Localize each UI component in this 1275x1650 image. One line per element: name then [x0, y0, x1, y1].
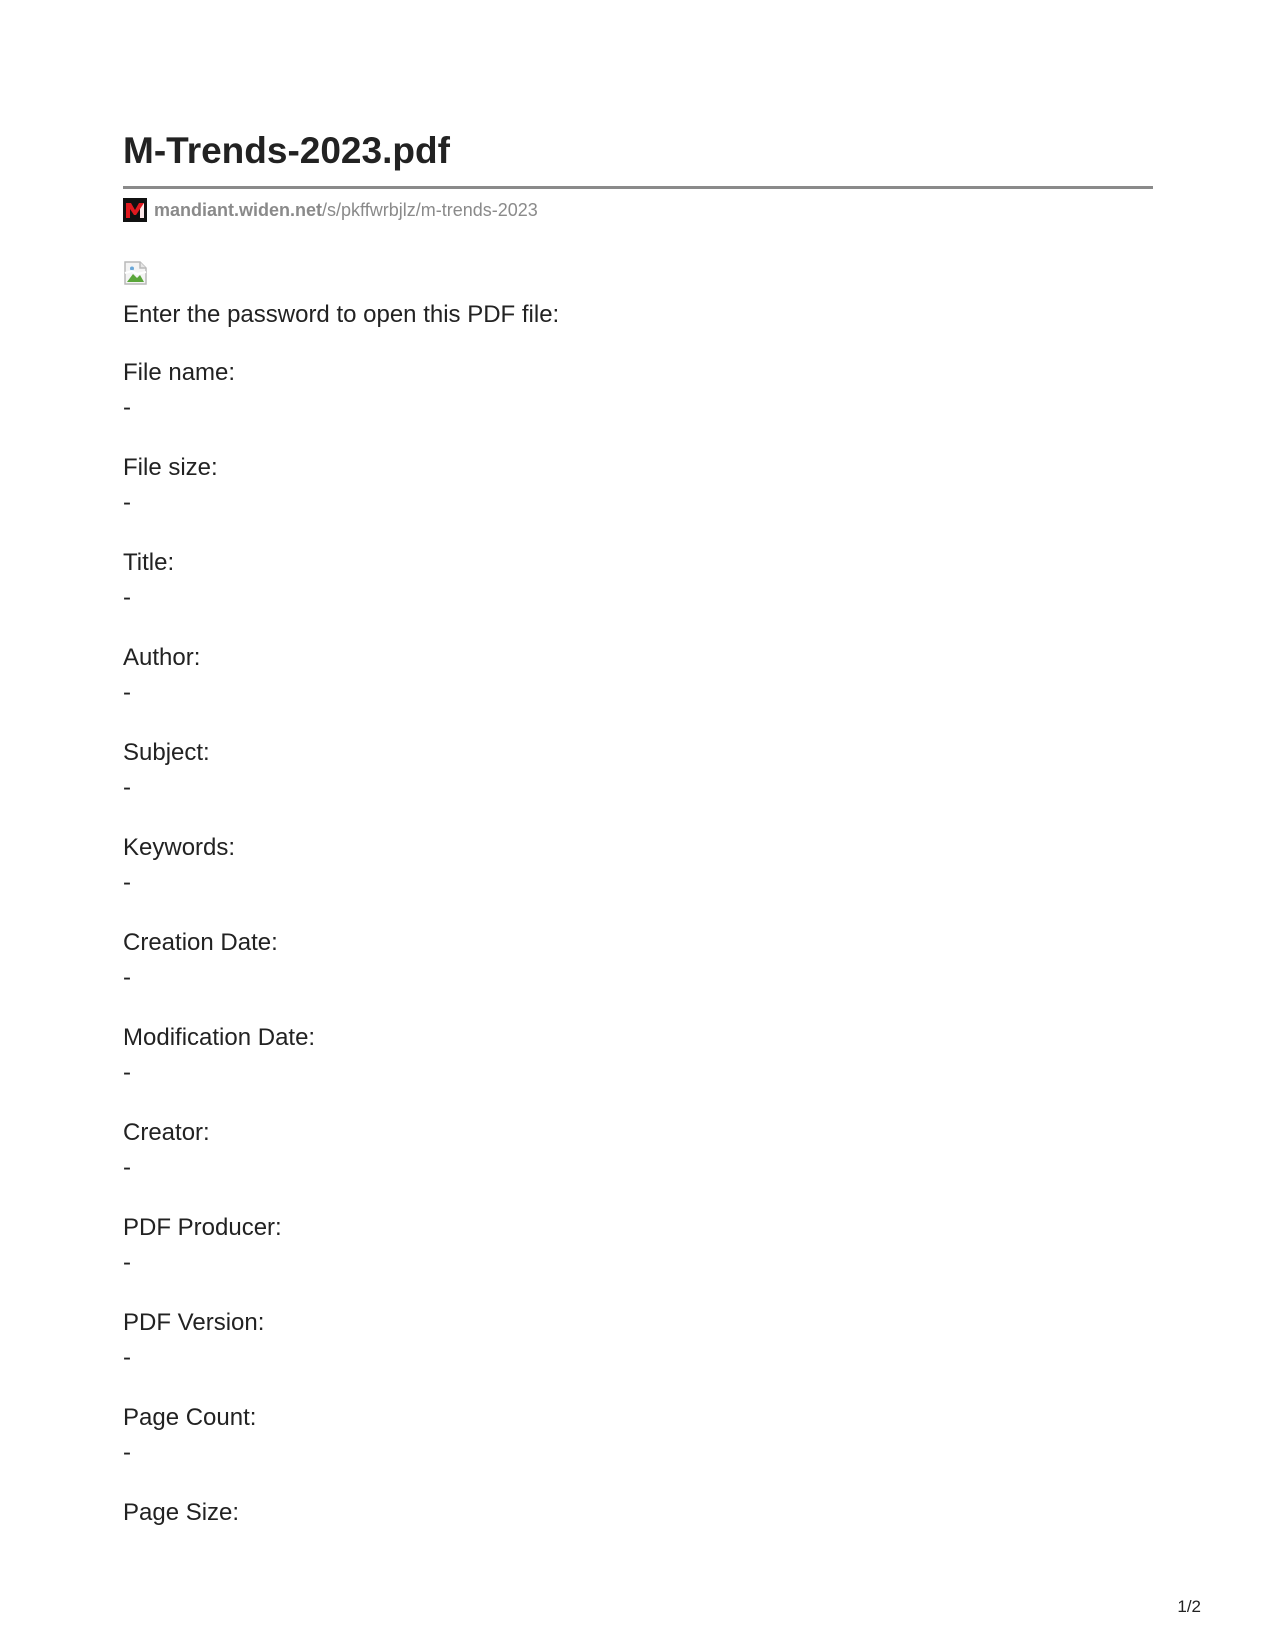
metadata-value: - [123, 489, 131, 516]
metadata-item [123, 643, 1153, 738]
metadata-item [123, 358, 1153, 453]
password-prompt: Enter the password to open this PDF file: [123, 301, 560, 328]
metadata-value: - [123, 1439, 131, 1466]
pdf-metadata-list [123, 358, 1153, 1593]
metadata-item [123, 738, 1153, 833]
source-path: /s/pkffwrbjlz/m-trends-2023 [322, 199, 538, 220]
metadata-label: PDF Version: [123, 1309, 265, 1336]
metadata-item [123, 1213, 1153, 1308]
metadata-label: Page Count: [123, 1404, 257, 1431]
metadata-label: Title: [123, 549, 175, 576]
page-number: 1/2 [1177, 1597, 1201, 1616]
metadata-item [123, 1118, 1153, 1213]
metadata-value: - [123, 584, 131, 611]
metadata-item [123, 1308, 1153, 1403]
metadata-label: PDF Producer: [123, 1214, 282, 1241]
metadata-label: File name: [123, 359, 236, 386]
metadata-item [123, 1403, 1153, 1498]
metadata-value: - [123, 1344, 131, 1371]
metadata-item [123, 1498, 1153, 1593]
metadata-value: - [123, 1249, 131, 1276]
metadata-item [123, 1023, 1153, 1118]
metadata-value: - [123, 1154, 131, 1181]
broken-image-icon [123, 260, 149, 286]
metadata-value: - [123, 1059, 131, 1086]
metadata-label: Keywords: [123, 834, 236, 861]
document-page [123, 128, 1153, 1593]
page-title: M-Trends-2023.pdf [123, 130, 450, 171]
metadata-value: - [123, 869, 131, 896]
metadata-value: - [123, 394, 131, 421]
metadata-label: Page Size: [123, 1499, 240, 1526]
metadata-label: Creation Date: [123, 929, 278, 956]
source-domain: mandiant.widen.net [154, 199, 323, 220]
metadata-value: - [123, 964, 131, 991]
metadata-item [123, 928, 1153, 1023]
metadata-item [123, 548, 1153, 643]
title-divider [123, 186, 1153, 189]
metadata-label: File size: [123, 454, 218, 481]
metadata-label: Modification Date: [123, 1024, 316, 1051]
metadata-value: - [123, 774, 131, 801]
metadata-item [123, 453, 1153, 548]
metadata-item [123, 833, 1153, 928]
metadata-label: Creator: [123, 1119, 210, 1146]
metadata-label: Author: [123, 644, 201, 671]
mandiant-m-logo-icon [123, 198, 147, 222]
source-link[interactable] [123, 198, 1153, 222]
metadata-value: - [123, 679, 131, 706]
metadata-label: Subject: [123, 739, 210, 766]
